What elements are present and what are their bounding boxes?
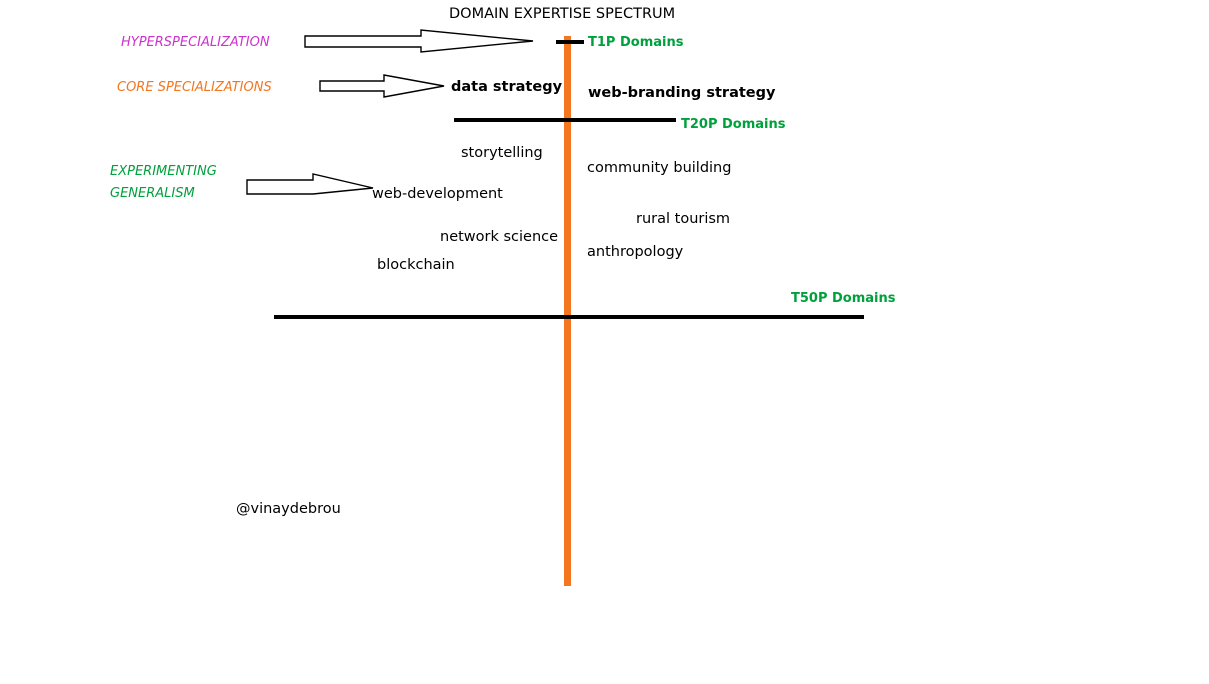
- domain-item-data-strategy: data strategy: [451, 79, 563, 95]
- author-handle: @vinaydebrou: [236, 501, 341, 517]
- tier-bar-t1p: [556, 40, 584, 44]
- arrow-experimenting-generalism-icon: [245, 172, 375, 200]
- tier-bar-t50p: [274, 315, 864, 319]
- domain-item-network-science: network science: [440, 229, 559, 245]
- domain-item-rural-tourism: rural tourism: [636, 211, 731, 227]
- page-title: DOMAIN EXPERTISE SPECTRUM: [449, 6, 676, 22]
- tier-label-t50p: T50P Domains: [791, 291, 896, 306]
- category-label-core-specializations: CORE SPECIALIZATIONS: [117, 80, 272, 95]
- domain-item-web-branding-strategy: web-branding strategy: [588, 85, 776, 101]
- tier-label-t20p: T20P Domains: [681, 117, 786, 132]
- arrow-core-specializations-icon: [318, 72, 446, 100]
- domain-item-community-building: community building: [587, 160, 732, 176]
- arrow-hyperspecialization-icon: [303, 28, 535, 56]
- category-label-experimenting-generalism: EXPERIMENTING GENERALISM: [110, 164, 217, 201]
- domain-item-anthropology: anthropology: [587, 244, 684, 260]
- category-label-hyperspecialization: HYPERSPECIALIZATION: [121, 35, 270, 50]
- domain-item-storytelling: storytelling: [461, 145, 543, 161]
- domain-item-web-development: web-development: [372, 186, 503, 202]
- tier-label-t1p: T1P Domains: [588, 35, 684, 50]
- domain-item-blockchain: blockchain: [377, 257, 455, 273]
- tier-bar-t20p: [454, 118, 676, 122]
